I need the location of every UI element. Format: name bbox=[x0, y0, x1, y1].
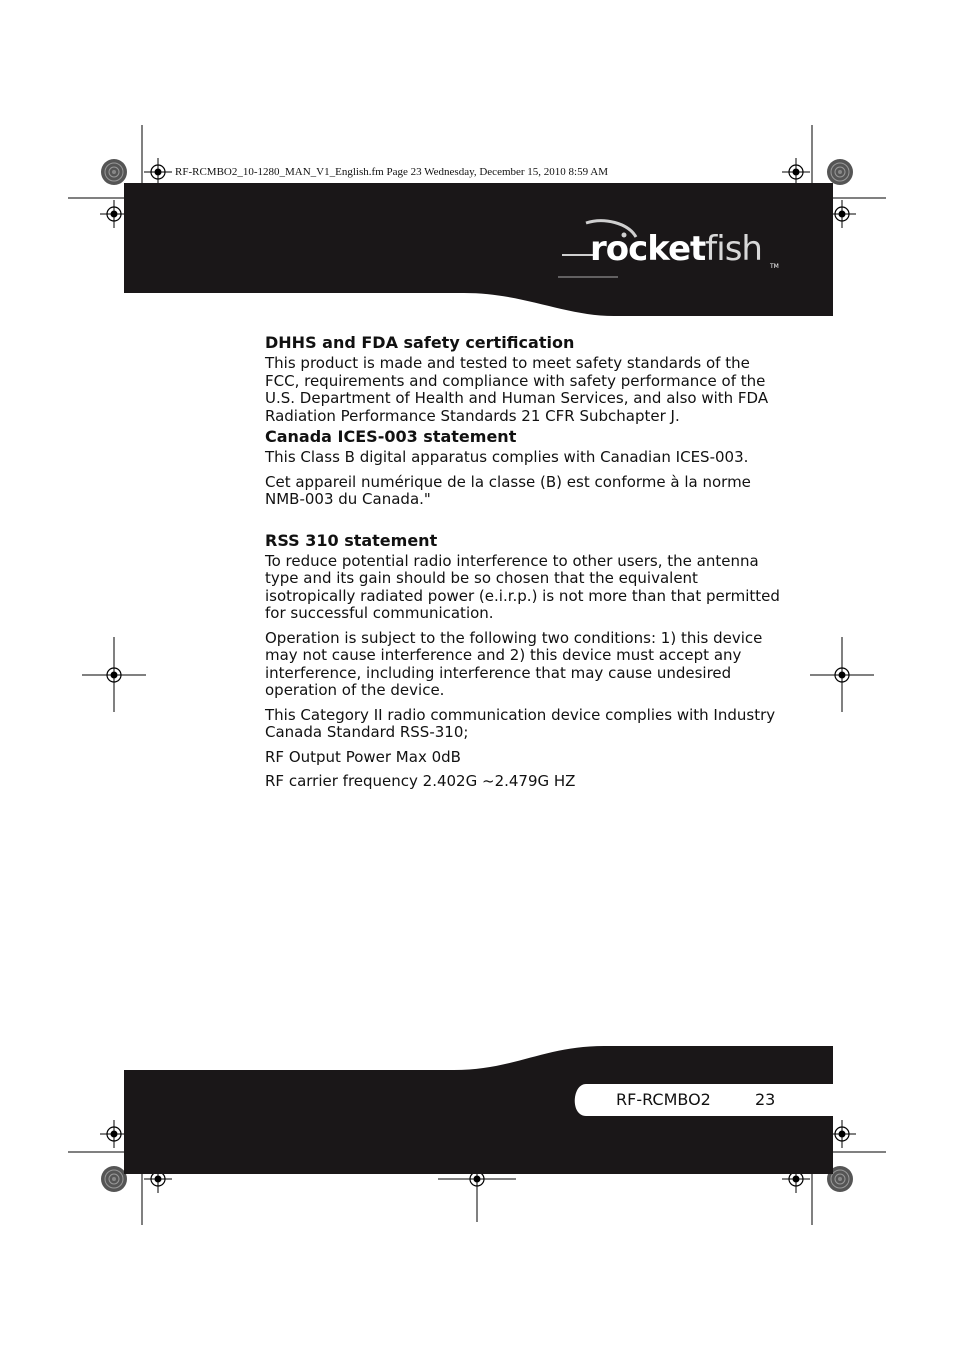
paragraph: RF Output Power Max 0dB bbox=[265, 747, 461, 766]
paragraph: This Class B digital apparatus complies with Canadian ICES-003. bbox=[265, 448, 749, 466]
page-number: 23 bbox=[755, 1090, 776, 1109]
logo-trademark: TM bbox=[770, 263, 779, 270]
paragraph: This Category II radio communication device complies with Industry Canada Standard RSS-310; bbox=[265, 705, 776, 741]
page-content bbox=[265, 331, 785, 791]
footer-band bbox=[124, 1046, 833, 1174]
paragraph: RF carrier frequency 2.402G ~2.479G HZ bbox=[265, 772, 576, 790]
section-heading-canada: Canada ICES-003 statement bbox=[265, 427, 517, 446]
paragraph: Cet appareil numérique de la classe (B) est conforme à la norme NMB-003 du Canada." bbox=[265, 472, 751, 508]
file-header: RF-RCMBO2_10-1280_MAN_V1_English.fm Page 23 Wednesday, December 15, 2010 8:59 AM bbox=[175, 166, 608, 178]
rocketfish-logo bbox=[558, 215, 782, 287]
section-heading-rss: RSS 310 statement bbox=[265, 530, 438, 550]
logo-text-bold: rocket bbox=[590, 229, 706, 269]
section-heading-dhhs: DHHS and FDA safety certification bbox=[265, 333, 575, 352]
paragraph: This product is made and tested to meet safety standards of the FCC, requirements and compliance with safety performance of the U.S. Department of Health and Human Services, and also with FDA Radiation Performance Standards 21 CFR Subchapter J. bbox=[265, 354, 769, 425]
footer-model-number: RF-RCMBO2 bbox=[616, 1090, 711, 1109]
logo-text-light: fish bbox=[705, 229, 762, 269]
paragraph: Operation is subject to the following two conditions: 1) this device may not cause interference and 2) this device must accept any interference, including interference that may cause undesired operation of the device. bbox=[265, 628, 763, 699]
paragraph: To reduce potential radio interference to other users, the antenna type and its gain should be so chosen that the equivalent isotropically radiated power (e.i.r.p.) is not more than that permitted for successful communication. bbox=[265, 551, 780, 622]
